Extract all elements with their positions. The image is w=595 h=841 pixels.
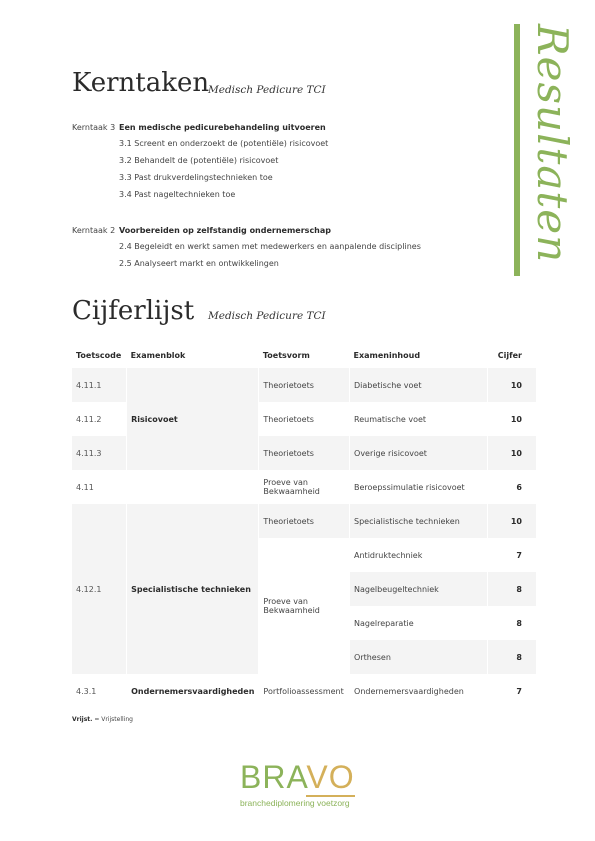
- table-header-row: [72, 342, 536, 368]
- column-header-exameninhoud: Exameninhoud: [350, 342, 488, 368]
- cell-examenblok: Ondernemersvaardigheden: [127, 674, 259, 708]
- cell-exameninhoud: Orthesen: [350, 640, 488, 674]
- kerntaak-title: Voorbereiden op zelfstandig ondernemerschap: [119, 226, 332, 235]
- werkproces-item: 2.4 Begeleidt en werkt samen met medewerkers en aanpalende disciplines: [119, 242, 421, 251]
- cell-cijfer: 7: [487, 674, 536, 708]
- table-row: [72, 504, 536, 538]
- cell-cijfer: 10: [487, 402, 536, 436]
- footnote: [72, 716, 133, 723]
- cell-cijfer: 10: [487, 436, 536, 470]
- cell-toetscode: 4.11.2: [72, 402, 127, 436]
- kerntaken-heading: Kerntaken: [72, 68, 210, 98]
- cell-toetsvorm: Theorietoets: [259, 402, 350, 436]
- cell-cijfer: 10: [487, 504, 536, 538]
- kerntaak-label: Kerntaak 2: [72, 226, 116, 235]
- cell-toetsvorm: Theorietoets: [259, 436, 350, 470]
- logo-tagline: branchediplomering voetzorg: [240, 798, 350, 808]
- cell-exameninhoud: Ondernemersvaardigheden: [350, 674, 488, 708]
- cell-toetscode: 4.11.1: [72, 368, 127, 402]
- cell-exameninhoud: Reumatische voet: [350, 402, 488, 436]
- cell-toetscode: 4.11: [72, 470, 127, 504]
- cell-cijfer: 8: [487, 606, 536, 640]
- logo-wordmark: [240, 760, 355, 794]
- cell-exameninhoud: Nagelreparatie: [350, 606, 488, 640]
- werkproces-item: 3.2 Behandelt de (potentiële) risicovoet: [119, 156, 279, 165]
- grades-table-wrap: [72, 342, 536, 708]
- cell-examenblok: Risicovoet: [127, 368, 259, 470]
- cell-cijfer: 7: [487, 538, 536, 572]
- cell-exameninhoud: Nagelbeugeltechniek: [350, 572, 488, 606]
- cell-toetsvorm: Theorietoets: [259, 504, 350, 538]
- column-header-cijfer: Cijfer: [487, 342, 536, 368]
- cell-exameninhoud: Beroepssimulatie risicovoet: [350, 470, 488, 504]
- logo-part2: VO: [306, 759, 355, 795]
- table-row: [72, 368, 536, 402]
- cell-cijfer: 6: [487, 470, 536, 504]
- bravo-logo: [240, 760, 370, 812]
- cell-exameninhoud: Antidruktechniek: [350, 538, 488, 572]
- column-header-examenblok: Examenblok: [127, 342, 259, 368]
- cell-cijfer: 8: [487, 640, 536, 674]
- logo-part1: BRA: [240, 759, 307, 795]
- cell-toetscode: 4.11.3: [72, 436, 127, 470]
- werkproces-item: 2.5 Analyseert markt en ontwikkelingen: [119, 259, 279, 268]
- werkproces-item: 3.4 Past nageltechnieken toe: [119, 190, 236, 199]
- kerntaken-subheading: Medisch Pedicure TCI: [208, 84, 326, 96]
- cell-toetscode: 4.12.1: [72, 504, 127, 674]
- werkproces-item: 3.3 Past drukverdelingstechnieken toe: [119, 173, 273, 182]
- kerntaak-label: Kerntaak 3: [72, 123, 116, 132]
- footnote-text: = Vrijstelling: [92, 716, 133, 723]
- cell-toetsvorm: Portfolioassessment: [259, 674, 350, 708]
- cell-toetsvorm: Proeve van Bekwaamheid: [259, 538, 350, 674]
- cell-examenblok-empty: [127, 470, 259, 504]
- cell-exameninhoud: Specialistische technieken: [350, 504, 488, 538]
- cell-toetsvorm: Theorietoets: [259, 368, 350, 402]
- cell-exameninhoud: Diabetische voet: [350, 368, 488, 402]
- cell-toetsvorm: Proeve van Bekwaamheid: [259, 470, 350, 504]
- werkproces-item: 3.1 Screent en onderzoekt de (potentiële) risicovoet: [119, 139, 329, 148]
- cell-exameninhoud: Overige risicovoet: [350, 436, 488, 470]
- kerntaak-title: Een medische pedicurebehandeling uitvoeren: [119, 123, 326, 132]
- grades-table: [72, 342, 536, 708]
- cijferlijst-subheading: Medisch Pedicure TCI: [208, 310, 326, 322]
- column-header-toetsvorm: Toetsvorm: [259, 342, 350, 368]
- table-row: [72, 674, 536, 708]
- cell-toetscode: 4.3.1: [72, 674, 127, 708]
- cell-examenblok: Specialistische technieken: [127, 504, 259, 674]
- cell-cijfer: 10: [487, 368, 536, 402]
- cell-cijfer: 8: [487, 572, 536, 606]
- footnote-label: Vrijst.: [72, 716, 93, 723]
- column-header-toetscode: Toetscode: [72, 342, 127, 368]
- side-title: Resultaten: [528, 24, 577, 264]
- accent-bar: [514, 24, 520, 276]
- table-row: [72, 470, 536, 504]
- cijferlijst-heading: Cijferlijst: [72, 296, 195, 326]
